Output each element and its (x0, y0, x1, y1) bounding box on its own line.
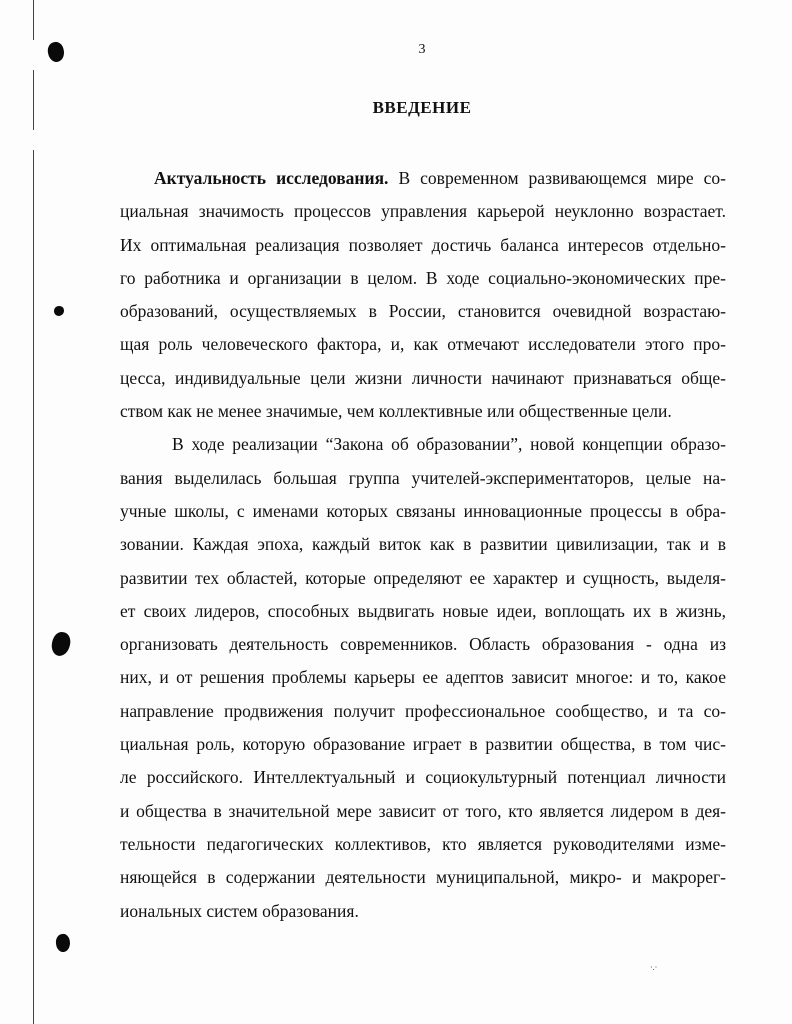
paragraph-2-line: ет своих лидеров, способных выдвигать новые идеи, воплощать их в жизнь, (120, 600, 726, 621)
scan-edge-line (33, 0, 34, 40)
line-text: В современном развивающемся мире со- (388, 168, 726, 188)
paragraph-1-line: образований, осуществляемых в России, становится очевидной возрастаю- (120, 301, 726, 322)
paragraph-2-line: зовании. Каждая эпоха, каждый виток как в развитии цивилизации, так и в (120, 534, 726, 555)
paragraph-2-line: направление продвижения получит профессиональное сообщество, и та со- (120, 700, 726, 721)
paragraph-2-line: иональных систем образования. (120, 900, 359, 921)
paragraph-2-line: няющейся в содержании деятельности муниципальной, микро- и макрорег- (120, 867, 726, 888)
body-text (120, 162, 726, 928)
paragraph-2-line: и общества в значительной мере зависит от того, кто является лидером в дея- (120, 800, 726, 821)
paragraph-1-line: Их оптимальная реализация позволяет достичь баланса интересов отдельно- (120, 234, 726, 255)
punch-hole-mark (55, 933, 71, 953)
paragraph-2-line: вания выделилась большая группа учителей-экспериментаторов, целые на- (120, 467, 726, 488)
lead-bold-phrase: Актуальность исследования. (154, 168, 389, 188)
scan-edge-line (33, 150, 34, 1024)
paragraph-2-line: организовать деятельность современников. Область образования - одна из (120, 634, 726, 655)
page-number: 3 (418, 42, 426, 57)
punch-hole-mark (50, 631, 72, 658)
paragraph-2-line: учные школы, с именами которых связаны инновационные процессы в обра- (120, 500, 726, 521)
paragraph-2-line: них, и от решения проблемы карьеры ее адептов зависит многое: и то, какое (120, 667, 726, 688)
paragraph-2-line: циальная роль, которую образование играет в развитии общества, в том чис- (120, 734, 726, 755)
paragraph-1-line: ством как не менее значимые, чем коллективные или общественные цели. (120, 401, 672, 422)
page-heading: ВВЕДЕНИЕ (372, 98, 472, 117)
paragraph-2-line: развитии тех областей, которые определяют ее характер и сущность, выделя- (120, 567, 726, 588)
paragraph-2-line: ле российского. Интеллектуальный и социокультурный потенциал личности (120, 767, 726, 788)
paragraph-1-line (120, 162, 726, 195)
punch-hole-mark (54, 306, 64, 316)
paragraph-1-line: щая роль человеческого фактора, и, как отмечают исследователи этого про- (120, 334, 726, 355)
paragraph-1-line: го работника и организации в целом. В ходе социально-экономических пре- (120, 267, 726, 288)
paragraph-2-line: тельности педагогических коллективов, кто является руководителями изме- (120, 833, 726, 854)
paragraph-1-line: циальная значимость процессов управления карьерой неуклонно возрастает. (120, 201, 726, 222)
scan-speck: ·.· (650, 963, 658, 972)
paragraph-1-line: цесса, индивидуальные цели жизни личности начинают признаваться обще- (120, 367, 726, 388)
paragraph-2-line: В ходе реализации “Закона об образовании”, новой концепции образо- (172, 434, 726, 455)
